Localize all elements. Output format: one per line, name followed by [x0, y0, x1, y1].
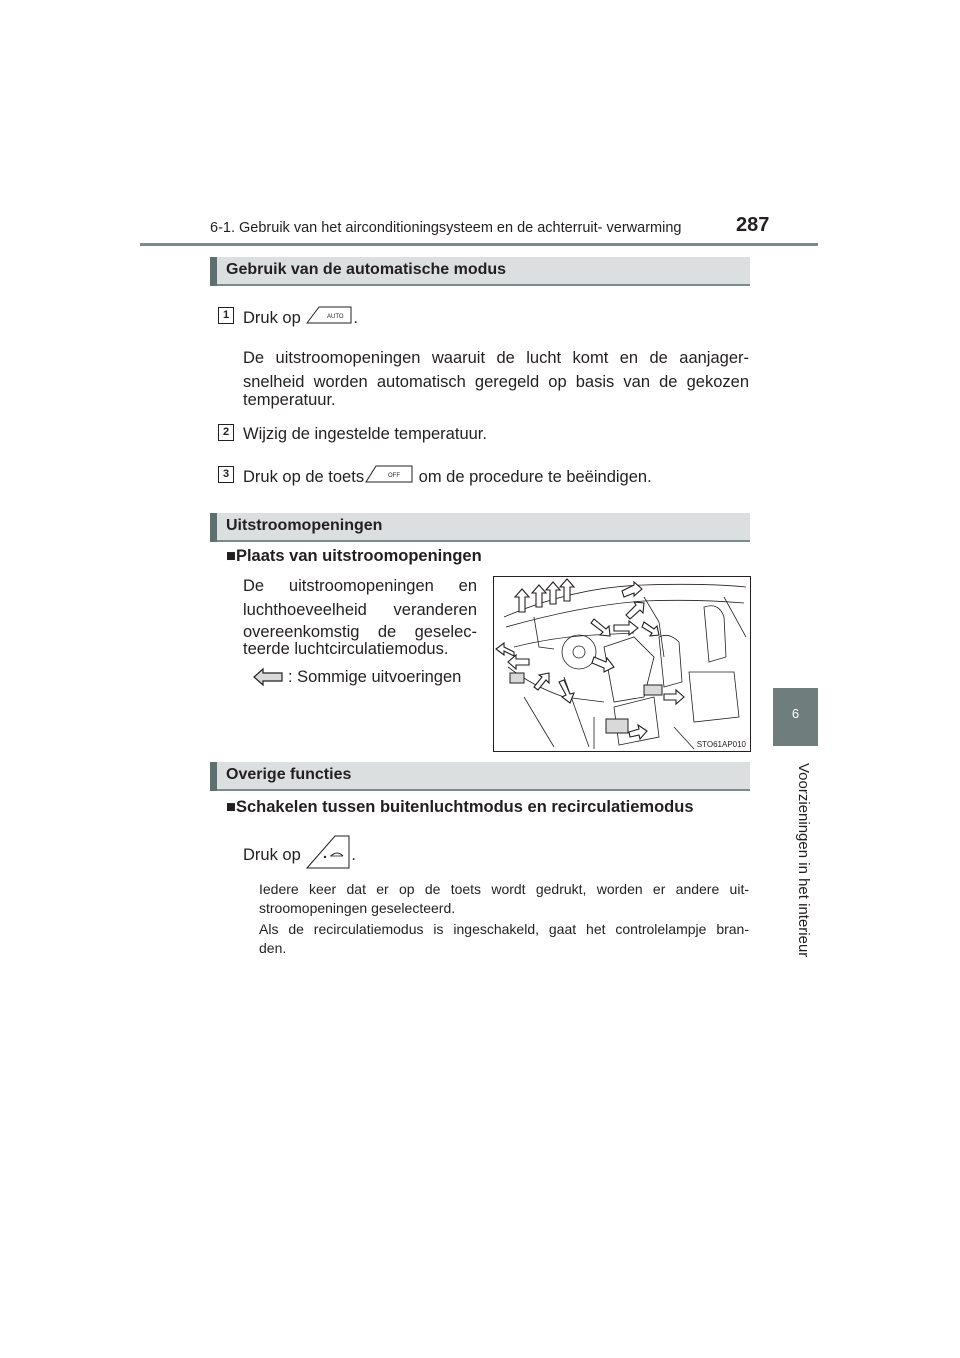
- outlets-line-2: luchthoeveelheid veranderen: [243, 601, 477, 619]
- step-1-text: Druk op: [243, 308, 301, 327]
- step-1-detail-line-2: snelheid worden automatisch geregeld op basis van de gekozen: [243, 373, 749, 391]
- section-title: Gebruik van de automatische modus: [226, 261, 507, 278]
- section-bar: [210, 513, 217, 542]
- note-1-line-1: Iedere keer dat er op de toets wordt gedrukt, worden er andere uit-: [259, 881, 749, 897]
- step-3-text-after: om de procedure te beëindigen.: [418, 467, 652, 486]
- figure-caption: STO61AP010: [696, 740, 746, 749]
- step-1-detail-line-3: temperatuur.: [243, 391, 336, 409]
- recirc-instruction-text: Druk op: [243, 845, 301, 864]
- off-button-label: OFF: [388, 473, 401, 479]
- step-1: [243, 305, 358, 332]
- auto-button-label: AUTO: [327, 314, 344, 320]
- outlets-line-3: overeenkomstig de geselec-: [243, 623, 477, 641]
- step-2-text: Wijzig de ingestelde temperatuur.: [243, 425, 487, 443]
- note-1-line-2: stroomopeningen geselecteerd.: [259, 900, 456, 916]
- note-2-line-1: Als de recirculatiemodus is ingeschakeld, gaat het controlelampje bran-: [259, 921, 749, 937]
- dashboard-drawing: [494, 577, 750, 751]
- section-title: Overige functies: [226, 766, 352, 783]
- section-title: Uitstroomopeningen: [226, 517, 383, 534]
- other-heading: ■Schakelen tussen buitenluchtmodus en recirculatiemodus: [226, 798, 694, 816]
- step-number-1: 1: [218, 307, 234, 324]
- section-header-outlets: [210, 513, 750, 542]
- note-2-line-2: den.: [259, 940, 287, 956]
- chapter-number: 6: [791, 706, 800, 721]
- off-button-icon: [364, 464, 414, 491]
- step-1-detail-line-1: De uitstroomopeningen waaruit de lucht komt en de aanjager-: [243, 349, 749, 367]
- recirc-instruction-period: .: [351, 845, 356, 864]
- running-header: 6-1. Gebruik van het airconditioningsysteem en de achterruit- verwarming: [210, 220, 682, 236]
- auto-button-icon: [305, 305, 353, 332]
- section-header-other-functions: [210, 762, 750, 791]
- step-3: [243, 464, 652, 491]
- outlets-line-4: teerde luchtcirculatiemodus.: [243, 640, 449, 658]
- step-3-text: Druk op de toets: [243, 467, 365, 486]
- page-number: 287: [736, 214, 770, 236]
- chapter-title: Voorzieningen in het interieur: [795, 763, 812, 958]
- step-number-3: 3: [218, 466, 234, 483]
- outlets-line-1: De uitstroomopeningen en: [243, 577, 477, 595]
- step-number-2: 2: [218, 424, 234, 441]
- legend-text: : Sommige uitvoeringen: [288, 668, 462, 686]
- section-bar: [210, 257, 217, 286]
- section-header-auto-mode: [210, 257, 750, 286]
- step-1-period: .: [353, 308, 358, 327]
- header-rule: [140, 243, 818, 246]
- outlets-heading: ■Plaats van uitstroomopeningen: [226, 547, 482, 565]
- optional-arrow-icon: [252, 667, 284, 692]
- section-bar: [210, 762, 217, 791]
- recirc-instruction: [243, 834, 356, 877]
- dashboard-illustration: [493, 576, 751, 752]
- recirculation-button-icon: [305, 834, 351, 877]
